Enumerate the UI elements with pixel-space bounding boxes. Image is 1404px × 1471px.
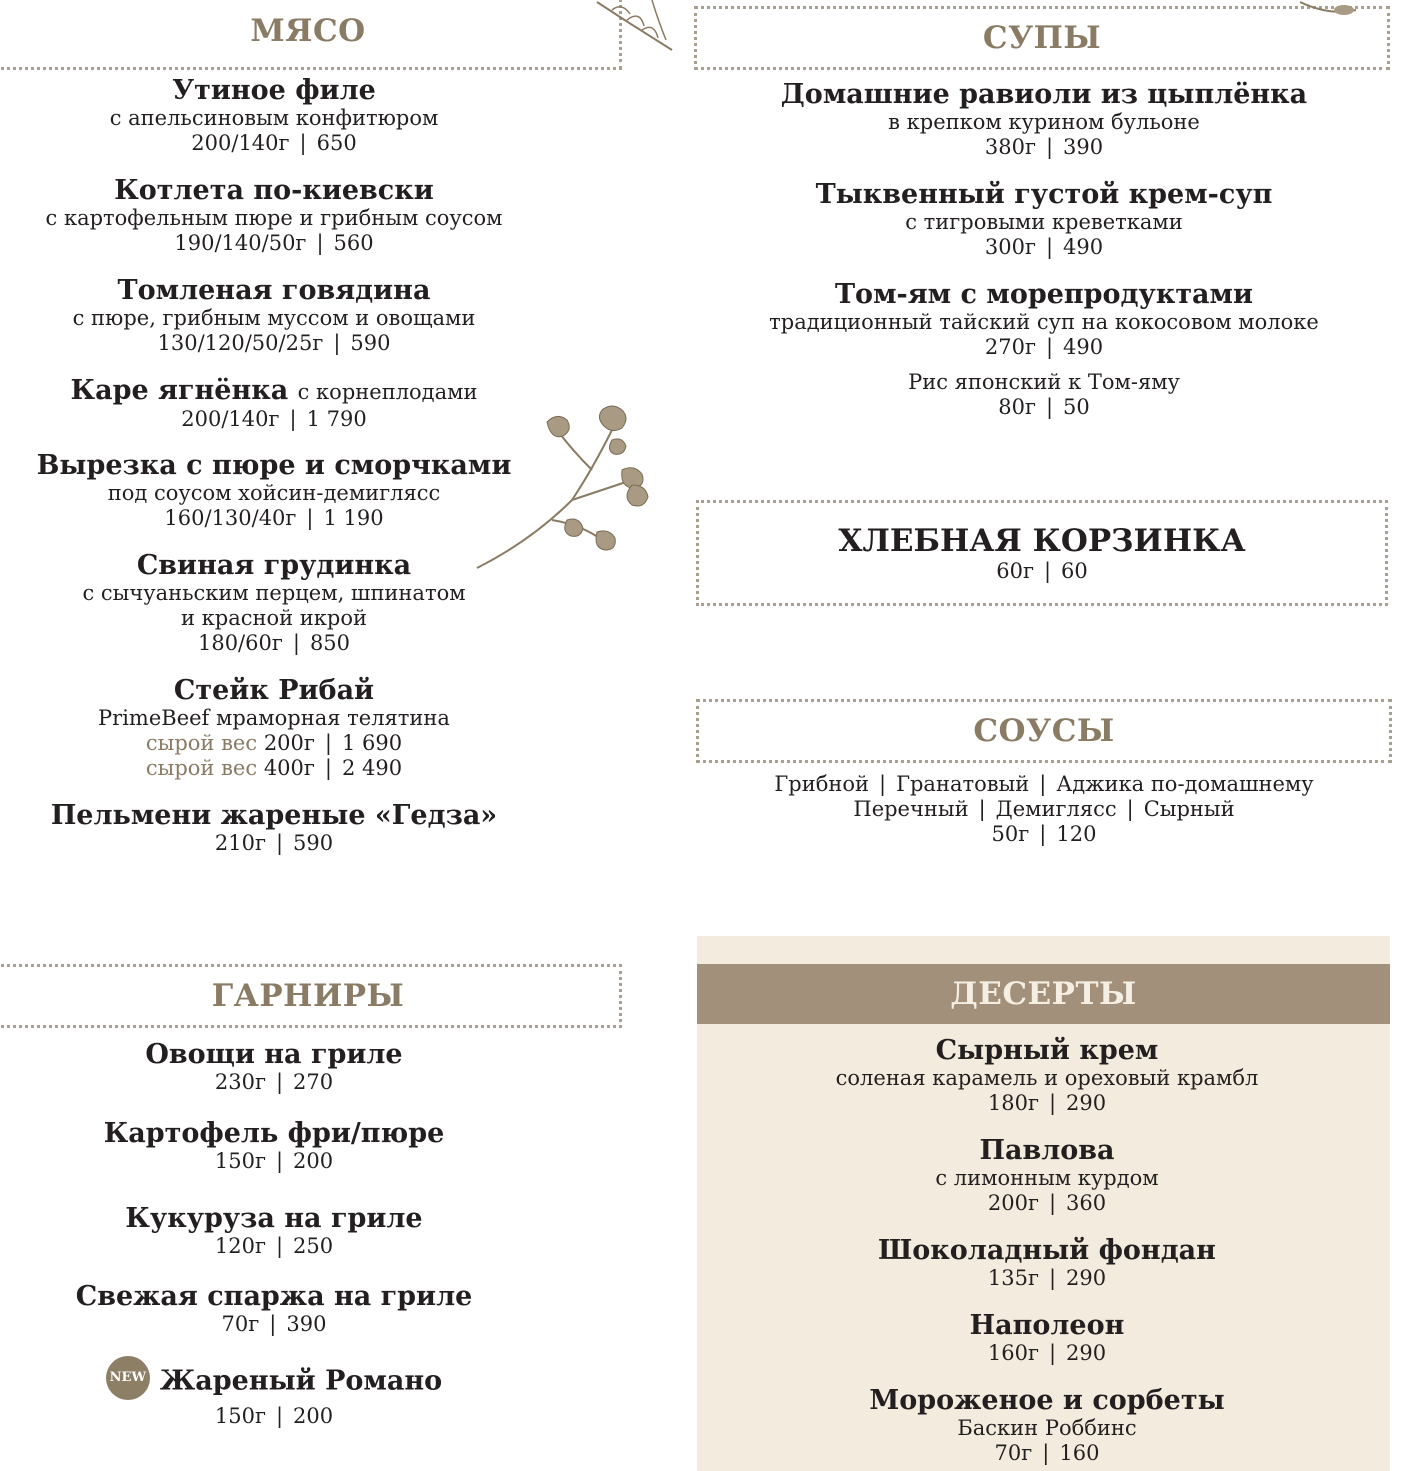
dish-description: с пюре, грибным муссом и овощами [72, 306, 476, 330]
dish-description: с корнеплодами [297, 380, 478, 404]
weight-price: сырой вес 200г | 1 690 [145, 731, 403, 755]
dish-name: Пельмени жареные «Гедза» [50, 800, 498, 831]
weight-price: 80г | 50 [998, 395, 1090, 419]
sauce-line: Перечный | Демиглясс | Сырный [853, 797, 1235, 821]
dish-name: Котлета по-киевски [114, 175, 434, 206]
dish-name: Мороженое и сорбеты [869, 1385, 1225, 1416]
weight-price: 200/140г | 1 790 [181, 407, 367, 431]
menu-item [697, 1386, 1397, 1466]
sauces-list [694, 772, 1394, 847]
weight-price: сырой вес 400г | 2 490 [145, 756, 403, 780]
dish-name: Свиная грудинка [136, 550, 412, 581]
menu-item [0, 276, 548, 356]
sauces-section-header [696, 699, 1392, 763]
dish-name: Каре ягнёнка с корнеплодами [70, 375, 478, 406]
menu-item [0, 1040, 548, 1095]
bread-section-box [696, 500, 1388, 606]
dish-description: с апельсиновым конфитюром [109, 106, 439, 130]
weight-price: 150г | 200 [214, 1404, 334, 1428]
meat-section-header [0, 0, 622, 70]
weight-price: 160/130/40г | 1 190 [164, 506, 384, 530]
weight-price: 120г | 250 [214, 1234, 334, 1258]
dish-name: Картофель фри/пюре [103, 1118, 445, 1149]
weight-price: 190/140/50г | 560 [174, 231, 374, 255]
dish-description: Баскин Роббинс [957, 1416, 1137, 1440]
sauce-line: Грибной | Гранатовый | Аджика по-домашнему [774, 772, 1314, 796]
weight-price: 160г | 290 [987, 1341, 1107, 1365]
desserts-section-header [697, 964, 1390, 1024]
dish-name: Стейк Рибай [173, 675, 375, 706]
dish-name: Утиное филе [172, 75, 376, 106]
bread-section-title: ХЛЕБНАЯ КОРЗИНКА [838, 522, 1246, 559]
dish-name: Сырный крем [935, 1035, 1159, 1066]
dish-description: с тигровыми креветками [905, 210, 1183, 234]
menu-item [0, 76, 548, 156]
menu-item [0, 1282, 548, 1337]
dish-description: PrimeBeef мраморная телятина [98, 706, 450, 730]
weight-price: 60г | 60 [996, 558, 1088, 583]
menu-item [0, 676, 548, 781]
dish-description: традиционный тайский суп на кокосовом молоке [769, 310, 1319, 334]
menu-item [0, 551, 548, 656]
weight-price: 200г | 360 [987, 1191, 1107, 1215]
menu-item [697, 1236, 1397, 1291]
menu-item [694, 280, 1394, 360]
dish-name: Кукуруза на гриле [125, 1203, 423, 1234]
menu-item [694, 370, 1394, 420]
dish-description: Рис японский к Том-яму [908, 370, 1180, 394]
menu-item [0, 376, 548, 432]
dish-description: с лимонным курдом [935, 1166, 1159, 1190]
weight-price: 210г | 590 [214, 831, 334, 855]
menu-item [697, 1036, 1397, 1116]
dish-name: Вырезка с пюре и сморчками [36, 450, 512, 481]
sauces-section-title: СОУСЫ [973, 713, 1115, 749]
desserts-section-title: ДЕСЕРТЫ [950, 976, 1137, 1012]
dish-name: Павлова [979, 1135, 1115, 1166]
soups-section-title: СУПЫ [982, 20, 1102, 56]
menu-item [0, 1204, 548, 1259]
parsley-illustration-icon [472, 400, 662, 572]
new-badge: NEW [106, 1356, 150, 1400]
weight-price: 270г | 490 [984, 335, 1104, 359]
dish-description: под соусом хойсин-демиглясс [107, 481, 441, 505]
menu-item [0, 1119, 548, 1174]
meat-section-title: МЯСО [250, 13, 366, 49]
weight-price: 230г | 270 [214, 1070, 334, 1094]
dish-description: и красной икрой [180, 606, 368, 630]
herb-tip-icon [1300, 0, 1360, 18]
menu-item [0, 1360, 548, 1429]
menu-item [697, 1311, 1397, 1366]
weight-price: 200/140г | 650 [191, 131, 357, 155]
soups-section-header [694, 6, 1390, 70]
weight-price: 70г | 160 [994, 1441, 1100, 1465]
weight-price: 180г | 290 [987, 1091, 1107, 1115]
menu-item [0, 451, 548, 531]
menu-item [697, 1136, 1397, 1216]
weight-price: 300г | 490 [984, 235, 1104, 259]
dish-name: Овощи на гриле [145, 1039, 403, 1070]
weight-price: 130/120/50/25г | 590 [157, 331, 391, 355]
dish-description: с картофельным пюре и грибным соусом [45, 206, 503, 230]
menu-item [694, 180, 1394, 260]
dish-name: Тыквенный густой крем-суп [815, 179, 1273, 210]
menu-item [0, 176, 548, 256]
dish-description: соленая карамель и ореховый крамбл [835, 1066, 1259, 1090]
dish-name: NEW Жареный Романо [0, 1360, 548, 1404]
weight-price: 150г | 200 [214, 1149, 334, 1173]
dish-name: Наполеон [969, 1310, 1125, 1341]
garnish-section-header [0, 964, 622, 1028]
garnish-section-title: ГАРНИРЫ [211, 978, 405, 1014]
dish-description: с сычуаньским перцем, шпинатом [82, 581, 466, 605]
menu-item [0, 801, 548, 856]
dish-name: Томленая говядина [117, 275, 431, 306]
weight-price: 50г | 120 [991, 822, 1097, 846]
dish-name: Шоколадный фондан [878, 1235, 1216, 1266]
weight-price: 135г | 290 [987, 1266, 1107, 1290]
dish-name: Свежая спаржа на гриле [75, 1281, 473, 1312]
menu-item [694, 80, 1394, 160]
dish-name: Том-ям с морепродуктами [834, 279, 1254, 310]
herb-sprig-icon [592, 0, 682, 55]
weight-price: 380г | 390 [984, 135, 1104, 159]
dish-description: в крепком курином бульоне [888, 110, 1200, 134]
dish-name: Домашние равиоли из цыплёнка [780, 79, 1308, 110]
weight-price: 180/60г | 850 [197, 631, 351, 655]
weight-price: 70г | 390 [221, 1312, 327, 1336]
